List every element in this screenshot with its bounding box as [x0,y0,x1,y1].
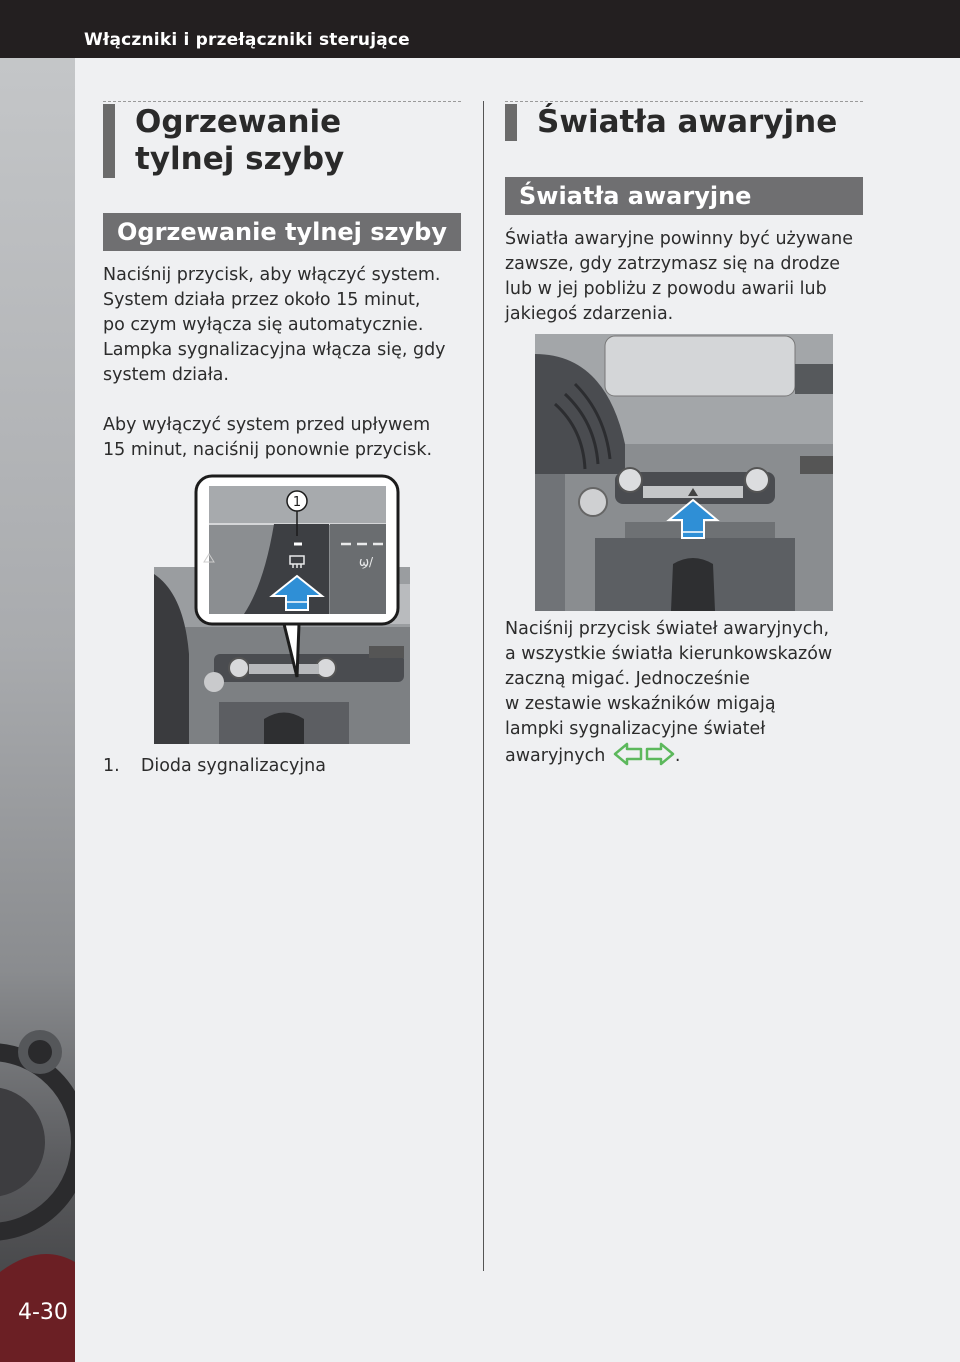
paragraph-defroster-off: Aby wyłączyć system przed upływem 15 minut, naciśnij ponownie przycisk. [103,415,433,460]
right-column [505,100,863,327]
side-strip [0,58,75,1362]
left-column [103,100,461,463]
paragraph-hazard-operation: Naciśnij przycisk świateł awaryjnych, a wszystkie światła kierunkowskazów zaczną migać. Jednocześnie w zestawie wskaźników migają lampki sygnalizacyjne świateł awaryjnych . [505,619,833,766]
section-title-hazard: Światła awaryjne [505,104,863,141]
figure-hazard-button [535,334,833,611]
column-divider [483,101,484,1271]
subsection-title-hazard: Światła awaryjne [505,177,863,215]
legend-list [103,754,326,779]
paragraph-defroster-usage: Naciśnij przycisk, aby włączyć system. System działa przez około 15 minut, po czym wyłącza się automatycznie. Lampka sygnalizacyjna włącza się, gdy system działa. [103,265,446,385]
page-number: 4-30 [18,1300,68,1325]
turn-signal-arrows-icon [613,742,675,766]
svg-text:ϣ/: ϣ/ [359,555,374,569]
paragraph-hazard-usage: Światła awaryjne powinny być używane zawsze, gdy zatrzymasz się na drodze lub w jej pobliżu z powodu awarii lub jakiegoś zdarzenia. [505,229,853,324]
chapter-title: Włączniki i przełączniki sterujące [84,30,410,50]
legend-text: Dioda sygnalizacyjna [140,756,326,776]
steering-wheel-photo [0,942,75,1362]
callout-number: 1 [292,495,302,510]
subsection-title-rear-defroster: Ogrzewanie tylnej szyby [103,213,461,251]
section-title-rear-defroster: Ogrzewanie tylnej szyby [103,104,403,178]
figure-defroster-button [154,474,410,744]
page-header [0,0,960,58]
legend-number: 1. [103,756,120,776]
